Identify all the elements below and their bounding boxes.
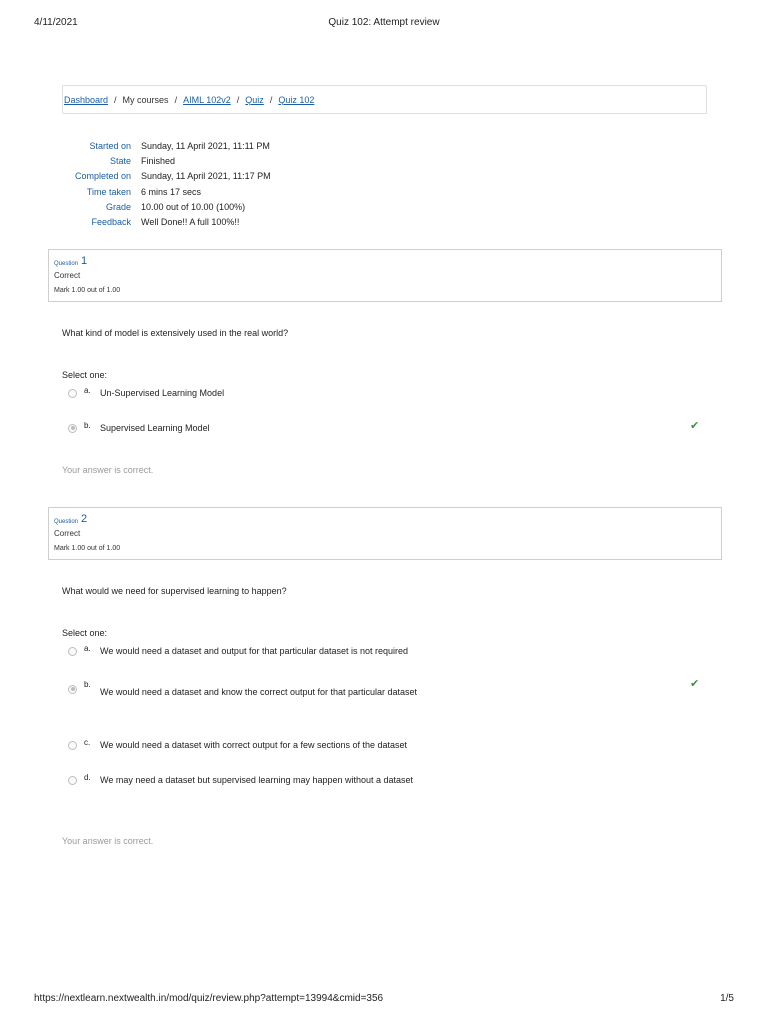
- summary-label: Started on: [89, 140, 131, 151]
- question-1-option-b[interactable]: [68, 421, 708, 435]
- option-text: We would need a dataset and know the correct output for that particular dataset: [100, 687, 418, 697]
- breadcrumb-separator: /: [269, 94, 273, 105]
- radio-button[interactable]: [68, 741, 77, 750]
- breadcrumb: [62, 85, 707, 114]
- summary-row-state: [62, 153, 271, 168]
- attempt-summary: [62, 138, 271, 230]
- summary-label: Time taken: [86, 186, 131, 197]
- option-text: We may need a dataset but supervised learning may happen without a dataset: [100, 775, 414, 785]
- question-2-text: What would we need for supervised learning to happen?: [62, 586, 287, 596]
- question-2-select-label: Select one:: [62, 628, 108, 638]
- option-letter: a.: [84, 644, 91, 653]
- option-letter: a.: [84, 386, 91, 395]
- summary-value: Finished: [141, 155, 176, 166]
- radio-button[interactable]: [68, 647, 77, 656]
- question-1-option-a[interactable]: [68, 386, 708, 400]
- print-page-number: 1/5: [720, 993, 734, 1004]
- question-1-select-label: Select one:: [62, 370, 108, 380]
- check-icon: ✔: [690, 678, 700, 690]
- question-2-option-b[interactable]: [68, 680, 708, 698]
- question-1-feedback: Your answer is correct.: [62, 465, 154, 475]
- option-letter: c.: [84, 738, 91, 747]
- question-number: [54, 511, 716, 525]
- summary-row-feedback: [62, 214, 271, 229]
- print-title: Quiz 102: Attempt review: [328, 17, 440, 28]
- question-2-feedback: Your answer is correct.: [62, 836, 154, 846]
- breadcrumb-quiz[interactable]: Quiz: [245, 94, 264, 105]
- option-text: Un-Supervised Learning Model: [100, 388, 225, 398]
- radio-button-selected[interactable]: [68, 424, 77, 433]
- summary-row-completed-on: [62, 169, 271, 184]
- question-label: Question: [54, 261, 79, 267]
- question-state: Correct: [54, 529, 81, 538]
- question-grade: Mark 1.00 out of 1.00: [54, 287, 121, 294]
- option-letter: d.: [84, 773, 91, 782]
- question-number: [54, 253, 716, 267]
- option-letter: b.: [84, 421, 91, 430]
- print-header: [0, 17, 768, 31]
- radio-button-selected[interactable]: [68, 685, 77, 694]
- question-number-value: 2: [81, 513, 88, 525]
- print-url: https://nextlearn.nextwealth.in/mod/quiz/review.php?attempt=13994&cmid=356: [34, 993, 384, 1004]
- summary-value: Sunday, 11 April 2021, 11:17 PM: [141, 171, 271, 182]
- summary-value: Sunday, 11 April 2021, 11:11 PM: [141, 140, 270, 151]
- breadcrumb-dashboard[interactable]: Dashboard: [64, 94, 109, 105]
- summary-value: Well Done!! A full 100%!!: [141, 217, 240, 228]
- question-1-text: What kind of model is extensively used in the real world?: [62, 328, 289, 338]
- summary-label: Feedback: [91, 217, 131, 228]
- question-2-option-a[interactable]: [68, 644, 708, 658]
- option-text: We would need a dataset and output for that particular dataset is not required: [100, 646, 409, 656]
- breadcrumb-separator: /: [114, 94, 117, 105]
- radio-button[interactable]: [68, 776, 77, 785]
- summary-label: Completed on: [74, 171, 131, 182]
- breadcrumb-separator: /: [236, 94, 240, 105]
- summary-value: 6 mins 17 secs: [141, 186, 202, 197]
- question-number-value: 1: [81, 255, 88, 267]
- summary-row-time-taken: [62, 184, 271, 199]
- option-text: Supervised Learning Model: [100, 423, 210, 433]
- summary-label: State: [109, 155, 131, 166]
- summary-label: Grade: [105, 201, 131, 212]
- question-2-option-d[interactable]: [68, 773, 708, 787]
- summary-row-started-on: [62, 138, 271, 153]
- summary-value: 10.00 out of 10.00 (100%): [141, 201, 246, 212]
- question-grade: Mark 1.00 out of 1.00: [54, 545, 121, 552]
- option-letter: b.: [84, 680, 91, 689]
- check-icon: ✔: [690, 420, 700, 432]
- question-2-option-c[interactable]: [68, 738, 708, 752]
- question-label: Question: [54, 519, 79, 525]
- option-text: We would need a dataset with correct output for a few sections of the dataset: [100, 740, 408, 750]
- breadcrumb-quiz-102[interactable]: Quiz 102: [278, 94, 315, 105]
- breadcrumb-course[interactable]: AIML 102v2: [183, 94, 231, 105]
- radio-button[interactable]: [68, 389, 77, 398]
- breadcrumb-my-courses: My courses: [122, 94, 169, 105]
- question-state: Correct: [54, 271, 81, 280]
- summary-row-grade: [62, 199, 271, 214]
- question-2-info: [48, 507, 722, 560]
- print-date: 4/11/2021: [34, 17, 78, 28]
- breadcrumb-separator: /: [174, 94, 178, 105]
- question-1-info: [48, 249, 722, 302]
